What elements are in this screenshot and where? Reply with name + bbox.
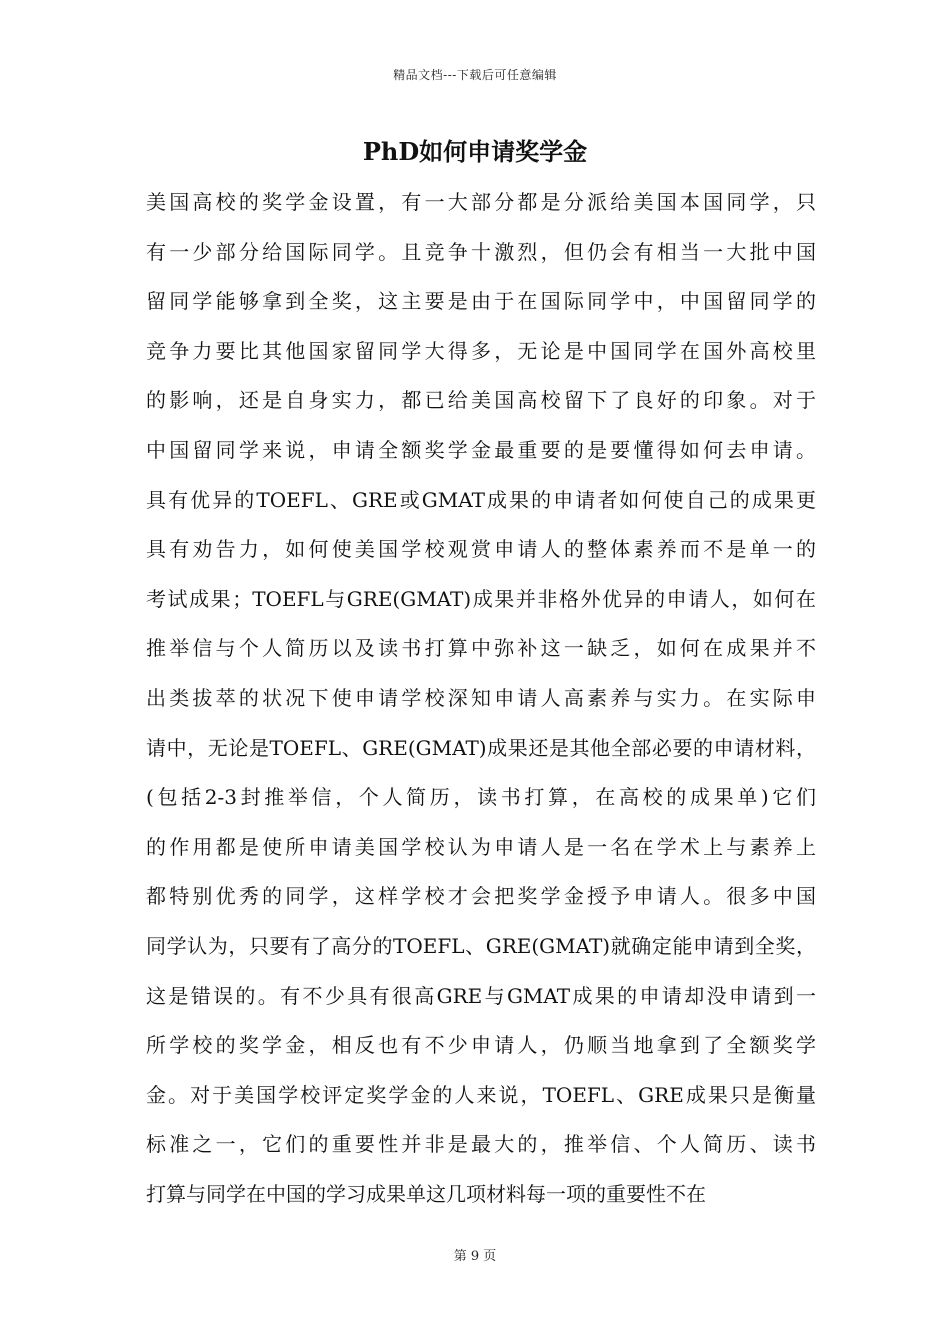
document-body <box>146 178 816 1219</box>
body-line: 同学认为，只要有了高分的TOEFL、GRE(GMAT)就确定能申请到全奖， <box>146 933 816 958</box>
body-line: 出类拔萃的状况下使申请学校深知申请人高素养与实力。在实际申 <box>146 685 816 710</box>
body-line: 所学校的奖学金，相反也有不少申请人，仍顺当地拿到了全额奖学 <box>146 1033 816 1058</box>
body-line: 推举信与个人简历以及读书打算中弥补这一缺乏，如何在成果并不 <box>146 636 816 661</box>
body-line: 标准之一，它们的重要性并非是最大的，推举信、个人简历、读书 <box>146 1132 816 1157</box>
page-header: 精品文档---下载后可任意编辑 <box>393 68 557 82</box>
body-line: 留同学能够拿到全奖，这主要是由于在国际同学中，中国留同学的 <box>146 289 816 314</box>
body-line: 有一少部分给国际同学。且竞争十激烈，但仍会有相当一大批中国 <box>146 239 816 264</box>
body-line: (包括2-3封推举信，个人简历，读书打算，在高校的成果单)它们 <box>146 785 816 810</box>
body-line: 具有劝告力，如何使美国学校观赏申请人的整体素养而不是单一的 <box>146 537 816 562</box>
body-line: 的影响，还是自身实力，都已给美国高校留下了良好的印象。对于 <box>146 388 816 413</box>
body-line: 中国留同学来说，申请全额奖学金最重要的是要懂得如何去申请。 <box>146 437 816 462</box>
body-line: 请中，无论是TOEFL、GRE(GMAT)成果还是其他全部必要的申请材料， <box>146 735 816 760</box>
body-line: 打算与同学在中国的学习成果单这几项材料每一项的重要性不在 <box>146 1181 706 1206</box>
body-line: 竞争力要比其他国家留同学大得多，无论是中国同学在国外高校里 <box>146 338 816 363</box>
body-line: 考试成果；TOEFL与GRE(GMAT)成果并非格外优异的申请人，如何在 <box>146 586 816 611</box>
page-number: 第 9 页 <box>453 1249 497 1264</box>
body-line: 美国高校的奖学金设置，有一大部分都是分派给美国本国同学，只 <box>146 190 816 214</box>
body-line: 的作用都是使所申请美国学校认为申请人是一名在学术上与素养上 <box>146 834 816 859</box>
body-line: 这是错误的。有不少具有很高GRE与GMAT成果的申请却没申请到一 <box>146 983 816 1008</box>
document-title: PhD如何申请奖学金 <box>362 137 588 166</box>
body-line: 金。对于美国学校评定奖学金的人来说，TOEFL、GRE成果只是衡量 <box>146 1082 816 1107</box>
body-line: 具有优异的TOEFL、GRE或GMAT成果的申请者如何使自己的成果更 <box>146 487 816 512</box>
body-line: 都特别优秀的同学，这样学校才会把奖学金授予申请人。很多中国 <box>146 884 816 909</box>
